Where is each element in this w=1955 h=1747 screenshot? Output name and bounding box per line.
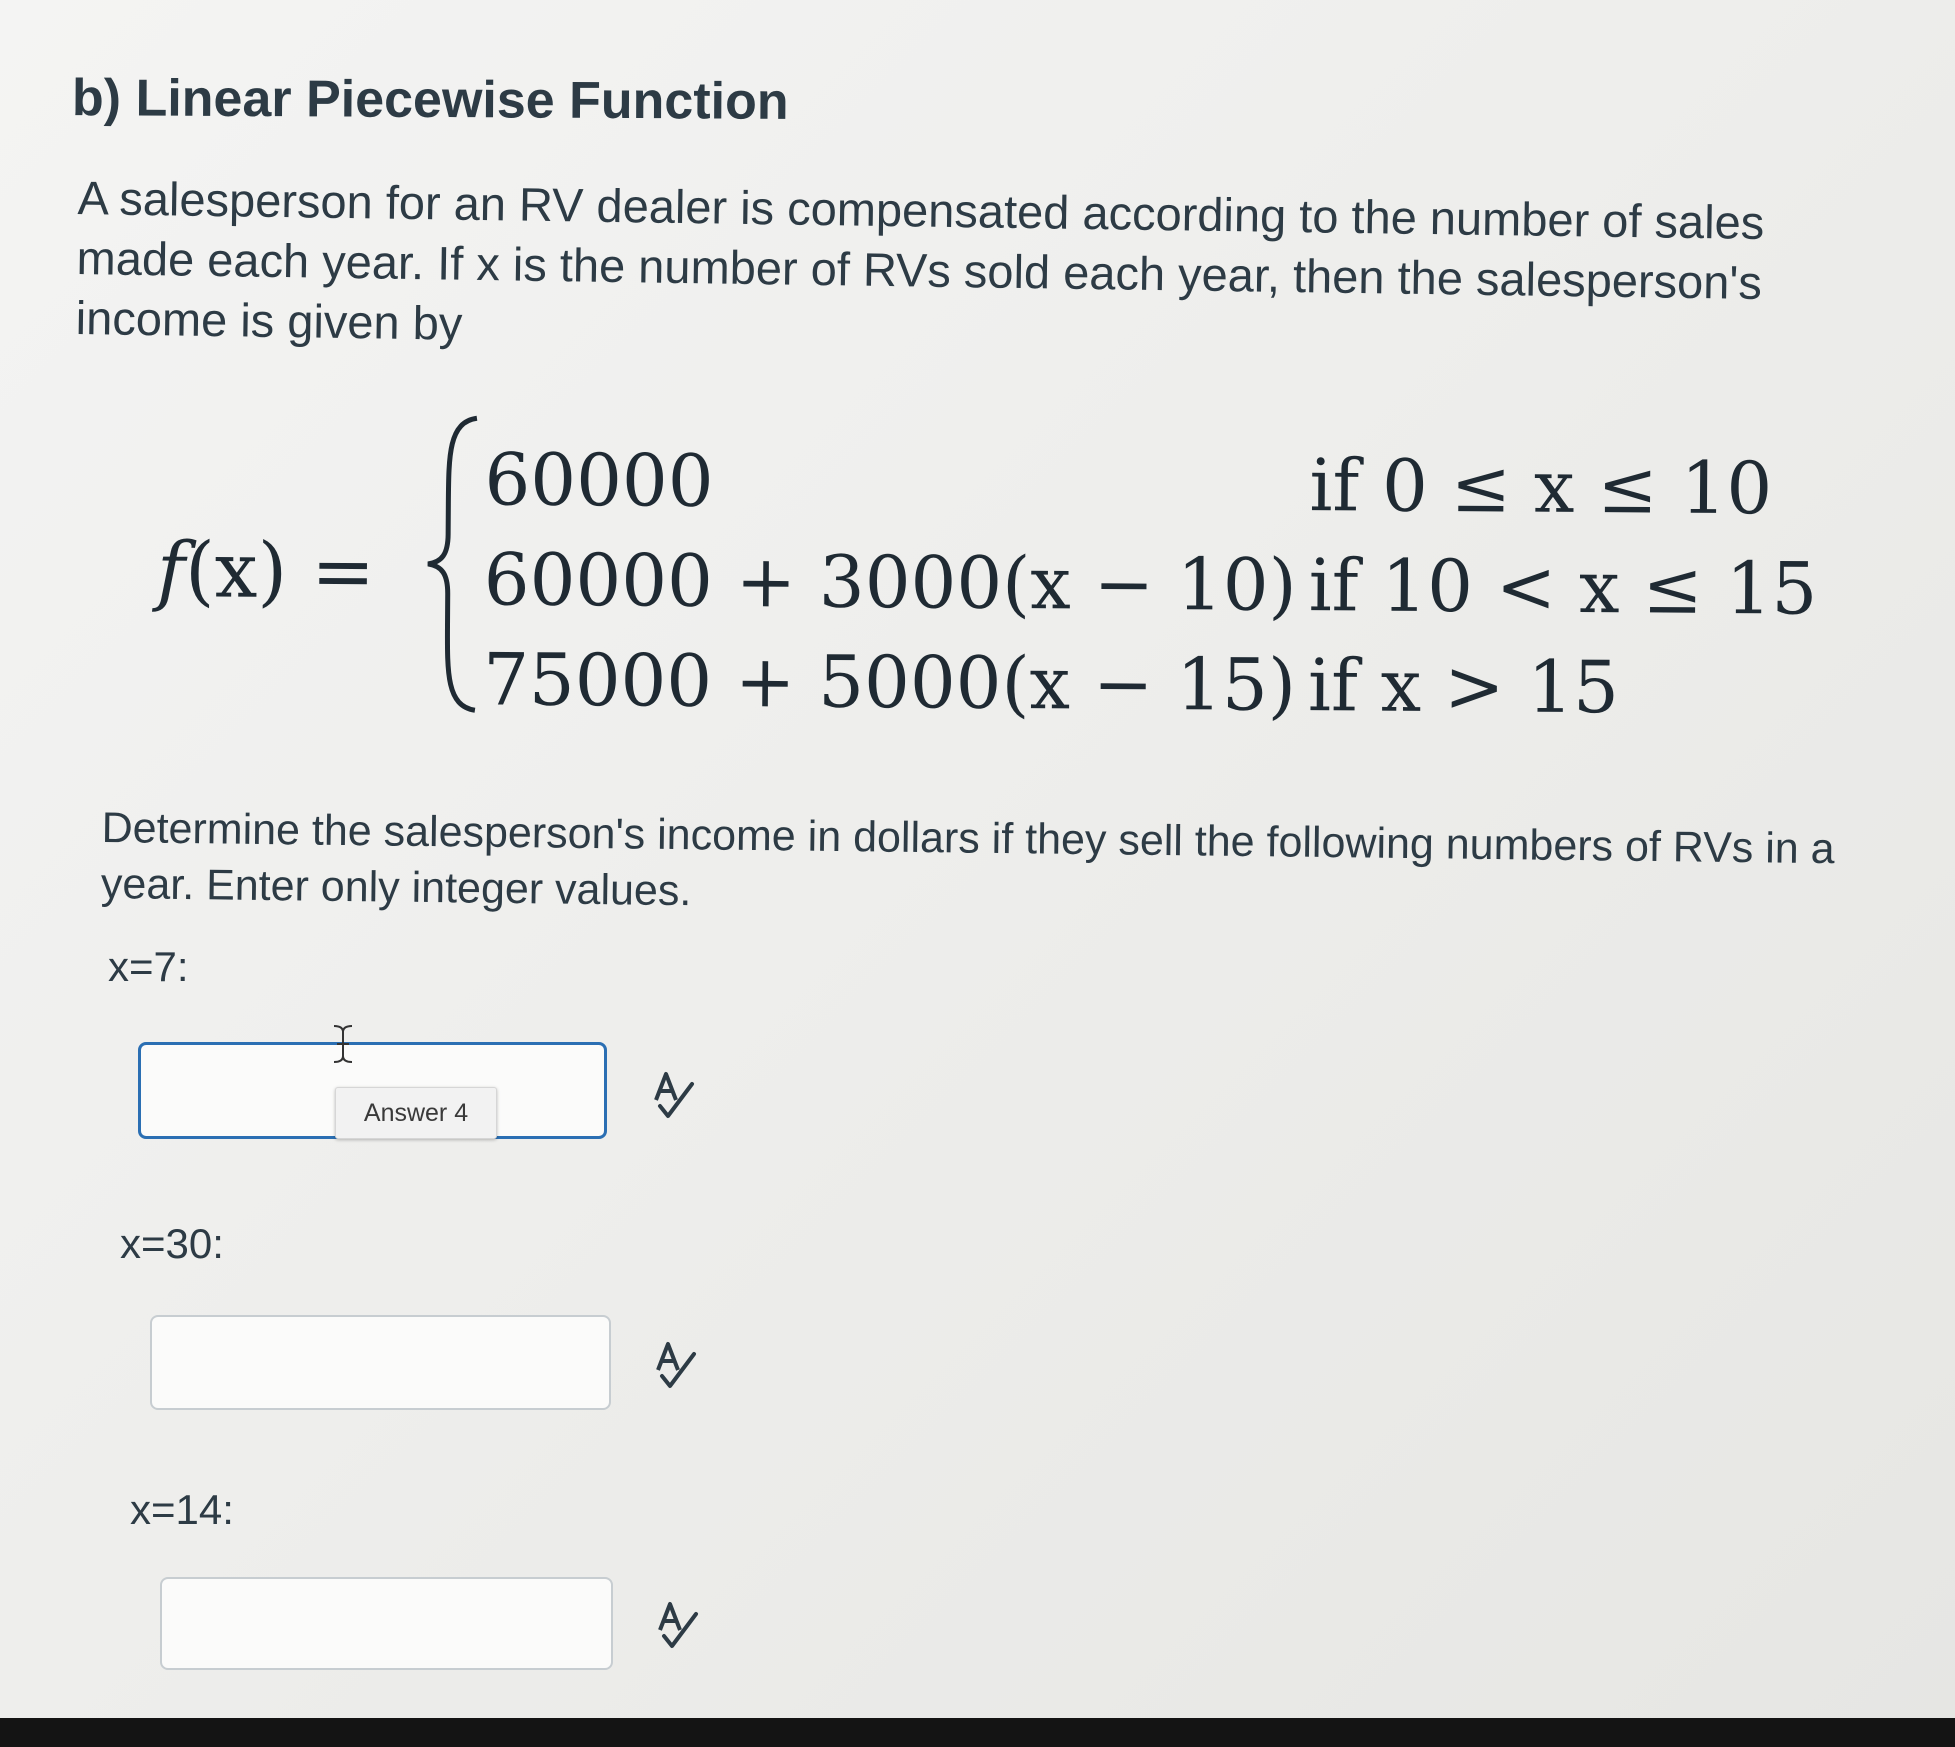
question-label-x14: x=14: <box>130 1486 234 1533</box>
case-1-expression: 60000 <box>484 437 714 523</box>
question-label-x30: x=30: <box>120 1220 224 1267</box>
formula-lhs-rest: (x) = <box>184 525 376 616</box>
case-3-expression: 75000 + 5000(x − 15) <box>482 637 1297 728</box>
problem-intro-text: A salesperson for an RV dealer is compensated according to the number of sales made each year. If x is the number of RVs sold each year, then the salesperson's income is given by <box>75 170 1765 350</box>
left-brace <box>423 414 485 714</box>
answer-input-3[interactable] <box>162 1579 611 1668</box>
section-heading: b) Linear Piecewise Function <box>71 69 789 131</box>
screen-bottom-bezel <box>0 1718 1955 1747</box>
case-1-condition: if 0 ≤ x ≤ 10 <box>1309 443 1773 531</box>
question-label-x7: x=7: <box>108 943 189 990</box>
spellcheck-icon[interactable] <box>652 1340 702 1394</box>
text-cursor-icon <box>330 1024 356 1064</box>
answer-tooltip: Answer 4 <box>335 1087 497 1139</box>
formula-lhs <box>157 525 376 616</box>
formula-function-name: f <box>156 525 186 615</box>
answer-input-box-3[interactable] <box>160 1577 613 1670</box>
spellcheck-icon[interactable] <box>654 1600 704 1654</box>
question-prompt: Determine the salesperson's income in dollars if they sell the following numbers of RVs in a year. Enter only integer values. <box>100 803 1835 916</box>
spellcheck-icon[interactable] <box>650 1070 700 1124</box>
answer-input-2[interactable] <box>152 1317 609 1408</box>
case-2-condition: if 10 < x ≤ 15 <box>1308 543 1818 631</box>
case-2-expression: 60000 + 3000(x − 10) <box>483 537 1297 628</box>
piecewise-formula <box>148 410 1830 762</box>
case-3-condition: if x > 15 <box>1307 643 1620 730</box>
answer-input-box-2[interactable] <box>150 1315 611 1410</box>
